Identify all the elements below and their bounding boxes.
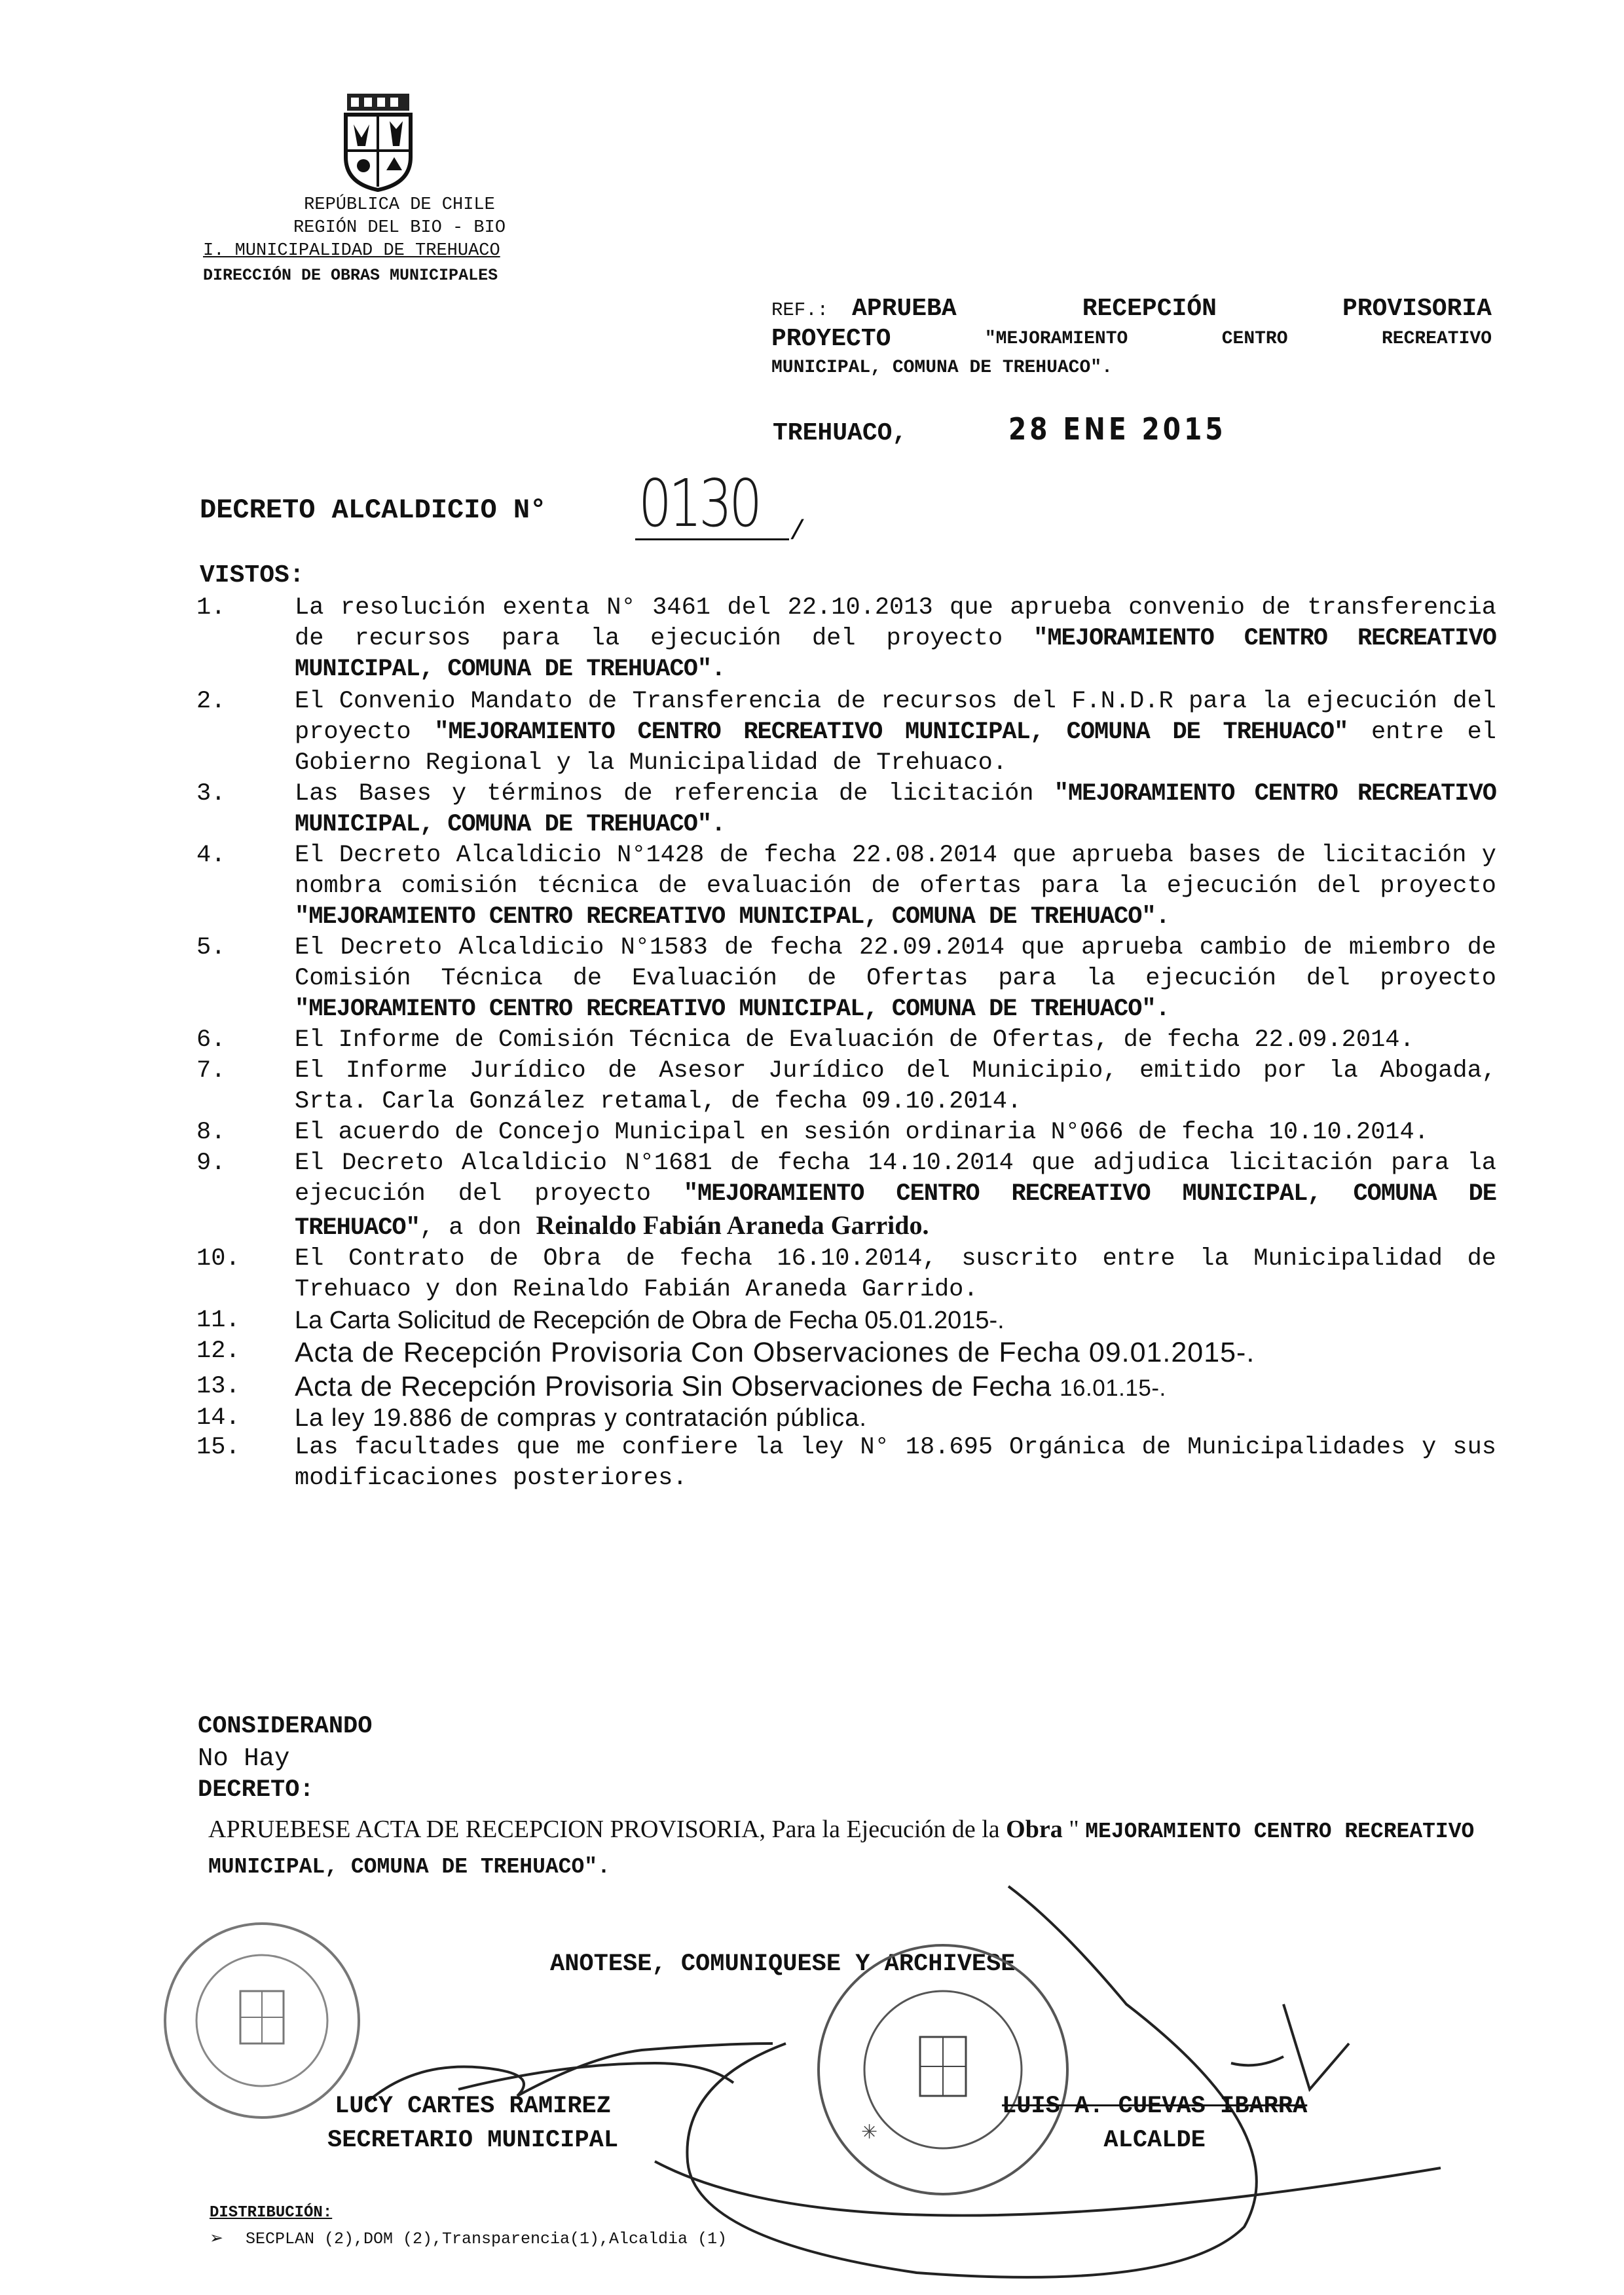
mayor-name: LUIS A. CUEVAS IBARRA	[1002, 2093, 1308, 2120]
reference-label: REF.:	[771, 299, 829, 321]
item-text-tail: entre el Gobierno Regional y la Municipalidad de Trehuaco.	[295, 718, 1496, 777]
item-text: El Decreto Alcaldicio N°1428 de fecha 22.08.2014 que aprueba bases de licitación y nombra comisión técnica de evaluación de ofertas para la ejecución del proyecto	[295, 842, 1496, 900]
arrowhead-bullet-icon: ➢	[210, 2228, 223, 2247]
decreto-title: DECRETO:	[198, 1776, 314, 1804]
item-number: 2.	[196, 688, 226, 715]
list-item	[196, 593, 1506, 685]
considerando-text: No Hay	[198, 1744, 290, 1773]
letterhead-department: DIRECCIÓN DE OBRAS MUNICIPALES	[203, 266, 498, 285]
decree-number-value: 0130	[638, 465, 760, 542]
item-text: La Carta Solicitud de Recepción de Obra de Fecha 05.01.2015-.	[295, 1307, 1005, 1334]
mayor-seal-stamp	[812, 1939, 1074, 2201]
distribution-text: SECPLAN (2),DOM (2),Transparencia(1),Alcaldia (1)	[245, 2230, 728, 2248]
decreto-project-name: MEJORAMIENTO CENTRO RECREATIVO MUNICIPAL, COMUNA DE TREHUACO".	[208, 1819, 1475, 1879]
list-item	[196, 1117, 1506, 1148]
reference-word: PROYECTO	[771, 325, 891, 353]
item-text: El acuerdo de Concejo Municipal en sesión ordinaria N°066 de fecha 10.10.2014.	[295, 1119, 1429, 1146]
item-text-tail: , a don	[419, 1214, 536, 1242]
item-number: 7.	[196, 1057, 226, 1085]
letterhead-municipality: I. MUNICIPALIDAD DE TREHUACO	[203, 241, 500, 261]
item-number: 15.	[196, 1434, 240, 1461]
item-project-name: "MEJORAMIENTO CENTRO RECREATIVO MUNICIPAL, COMUNA DE TREHUACO"	[295, 1180, 1496, 1242]
svg-text:✳: ✳	[861, 2121, 878, 2143]
item-text: El Decreto Alcaldicio N°1583 de fecha 22.09.2014 que aprueba cambio de miembro de Comisión Técnica de Evaluación de Ofertas para la ejecución del proyecto	[295, 934, 1496, 992]
reference-word: "MEJORAMIENTO	[984, 329, 1128, 349]
list-item	[196, 1305, 1506, 1336]
item-text: Acta de Recepción Provisoria Con Observaciones de Fecha 09.01.2015-.	[295, 1337, 1255, 1368]
decreto-obra: Obra	[1006, 1816, 1063, 1843]
list-item	[196, 1371, 1506, 1404]
list-item	[196, 1432, 1506, 1494]
secretary-title: SECRETARIO MUNICIPAL	[327, 2127, 619, 2154]
list-item	[196, 1336, 1506, 1369]
item-number: 11.	[196, 1307, 240, 1334]
secretary-signature-block	[327, 2089, 618, 2157]
closing-formula: ANOTESE, COMUNIQUESE Y ARCHIVESE	[550, 1950, 1016, 1978]
mayor-title: ALCALDE	[1103, 2127, 1206, 2154]
decreto-text	[208, 1813, 1492, 1884]
item-number: 8.	[196, 1119, 226, 1146]
vistos-list	[196, 593, 1506, 1494]
reference-line-3: MUNICIPAL, COMUNA DE TREHUACO".	[771, 358, 1113, 378]
municipal-crest-icon	[334, 88, 422, 193]
item-project-name: "MEJORAMIENTO CENTRO RECREATIVO MUNICIPAL, COMUNA DE TREHUACO".	[295, 625, 1496, 683]
reference-word: RECREATIVO	[1381, 329, 1492, 349]
place: TREHUACO,	[773, 419, 908, 447]
vistos-title: VISTOS:	[200, 561, 304, 589]
reference-word: CENTRO	[1221, 329, 1288, 349]
item-project-name: "MEJORAMIENTO CENTRO RECREATIVO MUNICIPAL, COMUNA DE TREHUACO".	[295, 780, 1497, 838]
item-text: Las facultades que me confiere la ley N° 18.695 Orgánica de Municipalidades y sus modificaciones posteriores.	[295, 1434, 1496, 1492]
reference-block	[771, 295, 1492, 382]
list-item	[196, 840, 1506, 933]
reference-word: APRUEBA	[852, 295, 957, 323]
list-item	[196, 1404, 1506, 1432]
item-number: 13.	[196, 1373, 240, 1400]
item-text: El Decreto Alcaldicio N°1681 de fecha 14.10.2014 que adjudica licitación para la ejecución del proyecto	[295, 1149, 1496, 1208]
decree-label: DECRETO ALCALDICIO N°	[200, 494, 547, 526]
item-number: 14.	[196, 1404, 240, 1432]
item-text: El Informe de Comisión Técnica de Evaluación de Ofertas, de fecha 22.09.2014.	[295, 1026, 1414, 1054]
decreto-quote: "	[1062, 1816, 1086, 1843]
distribution-list	[210, 2228, 727, 2248]
item-number: 1.	[196, 594, 226, 622]
reference-word: PROVISORIA	[1342, 295, 1492, 323]
item-number: 5.	[196, 934, 226, 961]
decree-number	[632, 465, 815, 550]
letterhead-region: REGIÓN DEL BIO - BIO	[293, 218, 506, 238]
list-item	[196, 779, 1506, 840]
reference-word: RECEPCIÓN	[1082, 295, 1217, 323]
item-text: La resolución exenta N° 3461 del 22.10.2013 que aprueba convenio de transferencia de recursos para la ejecución del proyecto	[295, 594, 1496, 652]
item-text: El Convenio Mandato de Transferencia de recursos del F.N.D.R para la ejecución del proyecto	[295, 688, 1496, 746]
list-item	[196, 686, 1506, 779]
considerando-title: CONSIDERANDO	[198, 1713, 373, 1740]
date-stamp: 28 ENE 2015	[1008, 411, 1227, 447]
mayor-signature-block	[1002, 2089, 1307, 2157]
decree-slash: /	[789, 516, 806, 548]
list-item	[196, 1025, 1506, 1056]
item-date: 16.01.15-.	[1060, 1375, 1166, 1401]
list-item	[196, 1244, 1506, 1305]
item-number: 4.	[196, 842, 226, 869]
item-project-name: "MEJORAMIENTO CENTRO RECREATIVO MUNICIPAL, COMUNA DE TREHUACO".	[295, 903, 1170, 931]
item-text: El Informe Jurídico de Asesor Jurídico del Municipio, emitido por la Abogada, Srta. Carla González retamal, de fecha 09.10.2014.	[295, 1057, 1496, 1115]
item-text: Acta de Recepción Provisoria Sin Observaciones de Fecha	[295, 1371, 1060, 1402]
decreto-text-body: APRUEBESE ACTA DE RECEPCION PROVISORIA, Para la Ejecución de la	[208, 1816, 1006, 1843]
item-text: La ley 19.886 de compras y contratación pública.	[295, 1404, 867, 1432]
item-number: 10.	[196, 1245, 240, 1273]
item-text: El Contrato de Obra de fecha 16.10.2014, suscrito entre la Municipalidad de Trehuaco y don Reinaldo Fabián Araneda Garrido.	[295, 1245, 1496, 1303]
list-item	[196, 1148, 1506, 1244]
list-item	[196, 1056, 1506, 1117]
distribution-title: DISTRIBUCIÓN:	[210, 2204, 333, 2222]
item-text: Las Bases y términos de referencia de licitación	[295, 780, 1054, 808]
list-item	[196, 933, 1506, 1025]
item-number: 3.	[196, 780, 226, 808]
item-project-name: "MEJORAMIENTO CENTRO RECREATIVO MUNICIPAL, COMUNA DE TREHUACO".	[295, 996, 1170, 1023]
item-number: 9.	[196, 1149, 226, 1177]
letterhead-country: REPÚBLICA DE CHILE	[304, 195, 495, 215]
contractor-name: Reinaldo Fabián Araneda Garrido.	[536, 1210, 929, 1240]
item-project-name: "MEJORAMIENTO CENTRO RECREATIVO MUNICIPAL, COMUNA DE TREHUACO"	[434, 718, 1348, 746]
secretary-name: LUCY CARTES RAMIREZ	[335, 2093, 611, 2120]
item-number: 12.	[196, 1337, 240, 1365]
item-number: 6.	[196, 1026, 226, 1054]
